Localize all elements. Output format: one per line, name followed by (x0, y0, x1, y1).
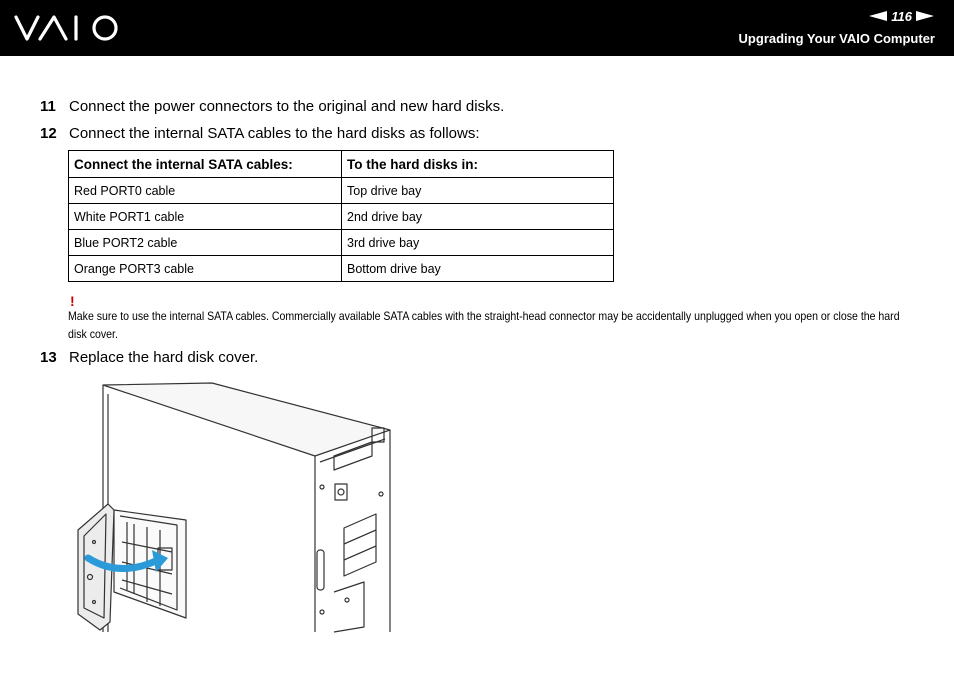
header-title: Upgrading Your VAIO Computer (738, 31, 935, 46)
page-number: 116 (891, 8, 912, 24)
step-text: Connect the power connectors to the original and new hard disks. (69, 98, 505, 115)
step-12 (40, 125, 480, 142)
table-header-cell: Connect the internal SATA cables: (69, 151, 342, 178)
table-header-row (69, 151, 614, 178)
table-cell: Bottom drive bay (342, 256, 614, 282)
warning-note: Make sure to use the internal SATA cables. Commercially available SATA cables with the straight-head connector may be accidentally unplugged when you open or close the hard disk cover. (68, 309, 900, 341)
table-cell: 2nd drive bay (342, 204, 614, 230)
step-number: 13 (40, 349, 57, 366)
table-row (69, 256, 614, 282)
table-cell: Red PORT0 cable (69, 178, 342, 204)
table-row (69, 204, 614, 230)
step-13 (40, 349, 258, 366)
pager (869, 8, 934, 24)
hard-disk-cover-illustration (72, 382, 394, 634)
table-cell: White PORT1 cable (69, 204, 342, 230)
step-number: 11 (40, 98, 56, 115)
table-row (69, 178, 614, 204)
warning-mark: ! (70, 293, 75, 309)
step-text: Connect the internal SATA cables to the hard disks as follows: (69, 125, 480, 142)
table-row (69, 230, 614, 256)
page-header (0, 0, 954, 56)
triangle-right-icon[interactable] (916, 11, 934, 21)
step-number: 12 (40, 125, 57, 142)
sata-cable-table (68, 150, 614, 282)
table-cell: Top drive bay (342, 178, 614, 204)
step-text: Replace the hard disk cover. (69, 349, 259, 366)
triangle-left-icon[interactable] (869, 11, 887, 21)
table-cell: 3rd drive bay (342, 230, 614, 256)
table-header-cell: To the hard disks in: (342, 151, 614, 178)
table-cell: Orange PORT3 cable (69, 256, 342, 282)
step-11 (40, 98, 504, 115)
vaio-logo (14, 14, 122, 42)
table-cell: Blue PORT2 cable (69, 230, 342, 256)
